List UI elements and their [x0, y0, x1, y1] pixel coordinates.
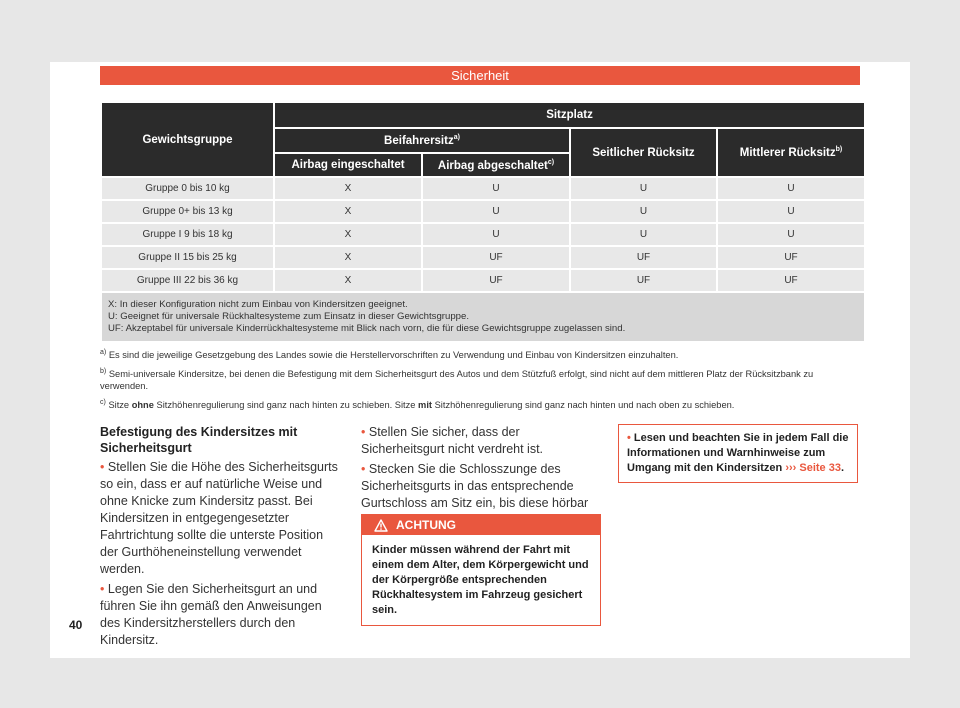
footnote-b: $^{b)}$ Semi-universale Kindersitze, bei denen die Befestigung mit dem Sicherheitsgurt des Autos und dem Stützfuß erfolgt, sind nicht auf dem mittleren Platz der Rücksitzbank zu verwenden. [100, 367, 814, 392]
warning-box [361, 514, 601, 626]
middle-rear-cell: UF [718, 270, 864, 291]
airbag-off-cell: U [423, 178, 569, 199]
airbag-off-cell: UF [423, 270, 569, 291]
weight-group-cell: Gruppe II 15 bis 25 kg [102, 247, 273, 268]
weight-group-cell: Gruppe 0+ bis 13 kg [102, 201, 273, 222]
side-rear-cell: UF [571, 270, 716, 291]
table-row [102, 224, 864, 245]
footnote-a: $^{a)}$ Es sind die jeweilige Gesetzgebung des Landes sowie die Herstellervorschriften zu Verwendung und Einbau von Kindersitzen einzuhalten. [100, 349, 679, 361]
weight-group-header: Gewichtsgruppe [102, 103, 273, 176]
airbag-on-cell: X [275, 178, 421, 199]
airbag-on-header: Airbag eingeschaltet [275, 154, 421, 176]
middle-rear-cell: U [718, 224, 864, 245]
note-box: • Lesen und beachten Sie in jedem Fall die Informationen und Warnhinweise zum Umgang mit den Kindersitzen ››› Seite 33. [618, 424, 858, 483]
weight-group-cell: Gruppe III 22 bis 36 kg [102, 270, 273, 291]
instruction-paragraph: • Stellen Sie die Höhe des Sicherheitsgurts so ein, dass er auf natürliche Weise und ohne Knicke zum Kindersitz passt. Bei Kindersitzen in entgegengesetzter Fahrtrichtung sollte die unterste Position der Gurthöheneinstellung verwendet werden. [100, 460, 338, 576]
table-row [102, 178, 864, 199]
table-row [102, 270, 864, 291]
footnotes [100, 347, 860, 415]
instruction-paragraph: • Stecken Sie die Schlosszunge des Sicherheitsgurts in das entsprechende Gurtschloss am Sitz ein, bis diese hörbar [361, 462, 589, 510]
airbag-off-cell: UF [423, 247, 569, 268]
side-rear-cell: U [571, 224, 716, 245]
side-rear-seat-header: Seitlicher Rücksitz [571, 129, 716, 176]
legend-x: X: In dieser Konfiguration nicht zum Einbau von Kindersitzen geeignet. [108, 299, 408, 310]
passenger-seat-header: Beifahrersitz$^{a)}$ [275, 129, 569, 152]
middle-rear-cell: U [718, 178, 864, 199]
airbag-on-cell: X [275, 201, 421, 222]
weight-group-cell: Gruppe I 9 bis 18 kg [102, 224, 273, 245]
weight-group-cell: Gruppe 0 bis 10 kg [102, 178, 273, 199]
airbag-off-cell: U [423, 224, 569, 245]
airbag-on-cell: X [275, 270, 421, 291]
airbag-on-cell: X [275, 224, 421, 245]
instruction-paragraph: • Legen Sie den Sicherheitsgurt an und führen Sie ihn gemäß den Anweisungen des Kindersitzherstellers durch den Kindersitz. [100, 582, 322, 647]
section-heading: Befestigung des Kindersitzes mit Sicherheitsgurt [100, 425, 298, 455]
instruction-paragraph: • Stellen Sie sicher, dass der Sicherheitsgurt nicht verdreht ist. [361, 425, 544, 456]
warning-title: ACHTUNG [396, 518, 456, 532]
table-row [102, 247, 864, 268]
footnote-c: $^{c)}$ Sitze ohne Sitzhöhenregulierung sind ganz nach hinten zu schieben. Sitze mit Sitzhöhenregulierung sind ganz nach hinten und nach oben zu schieben. [100, 398, 735, 410]
page-reference-link[interactable]: ››› Seite 33 [785, 462, 841, 474]
warning-text: Kinder müssen während der Fahrt mit einem dem Alter, dem Körpergewicht und der Körpergröße entsprechenden Rückhaltesystem im Fahrzeug gesichert sein. [372, 544, 589, 616]
airbag-off-header: Airbag abgeschaltet$^{c)}$ [423, 154, 569, 176]
side-rear-cell: UF [571, 247, 716, 268]
table-legend [102, 293, 864, 341]
child-seat-table [100, 101, 866, 343]
seat-position-header: Sitzplatz [275, 103, 864, 127]
airbag-on-cell: X [275, 247, 421, 268]
side-rear-cell: U [571, 178, 716, 199]
legend-uf: UF: Akzeptabel für universale Kinderrückhaltesysteme mit Blick nach vorn, die für diese Gewichtsgruppe zugelassen sind. [108, 323, 626, 334]
airbag-off-cell: U [423, 201, 569, 222]
column-left [100, 424, 343, 652]
middle-rear-cell: UF [718, 247, 864, 268]
middle-rear-seat-header: Mittlerer Rücksitz$^{b)}$ [718, 129, 864, 176]
note-text: Lesen und beachten Sie in jedem Fall die Informationen und Warnhinweise zum Umgang mit den Kindersitzen [627, 432, 849, 474]
side-rear-cell: U [571, 201, 716, 222]
page-number: 40 [69, 618, 83, 632]
middle-rear-cell: U [718, 201, 864, 222]
section-banner: Sicherheit [100, 66, 860, 85]
warning-header [362, 515, 600, 535]
warning-triangle-icon [374, 518, 388, 538]
legend-u: U: Geeignet für universale Rückhaltesysteme zum Einsatz in dieser Gewichtsgruppe. [108, 311, 469, 322]
table-row [102, 201, 864, 222]
